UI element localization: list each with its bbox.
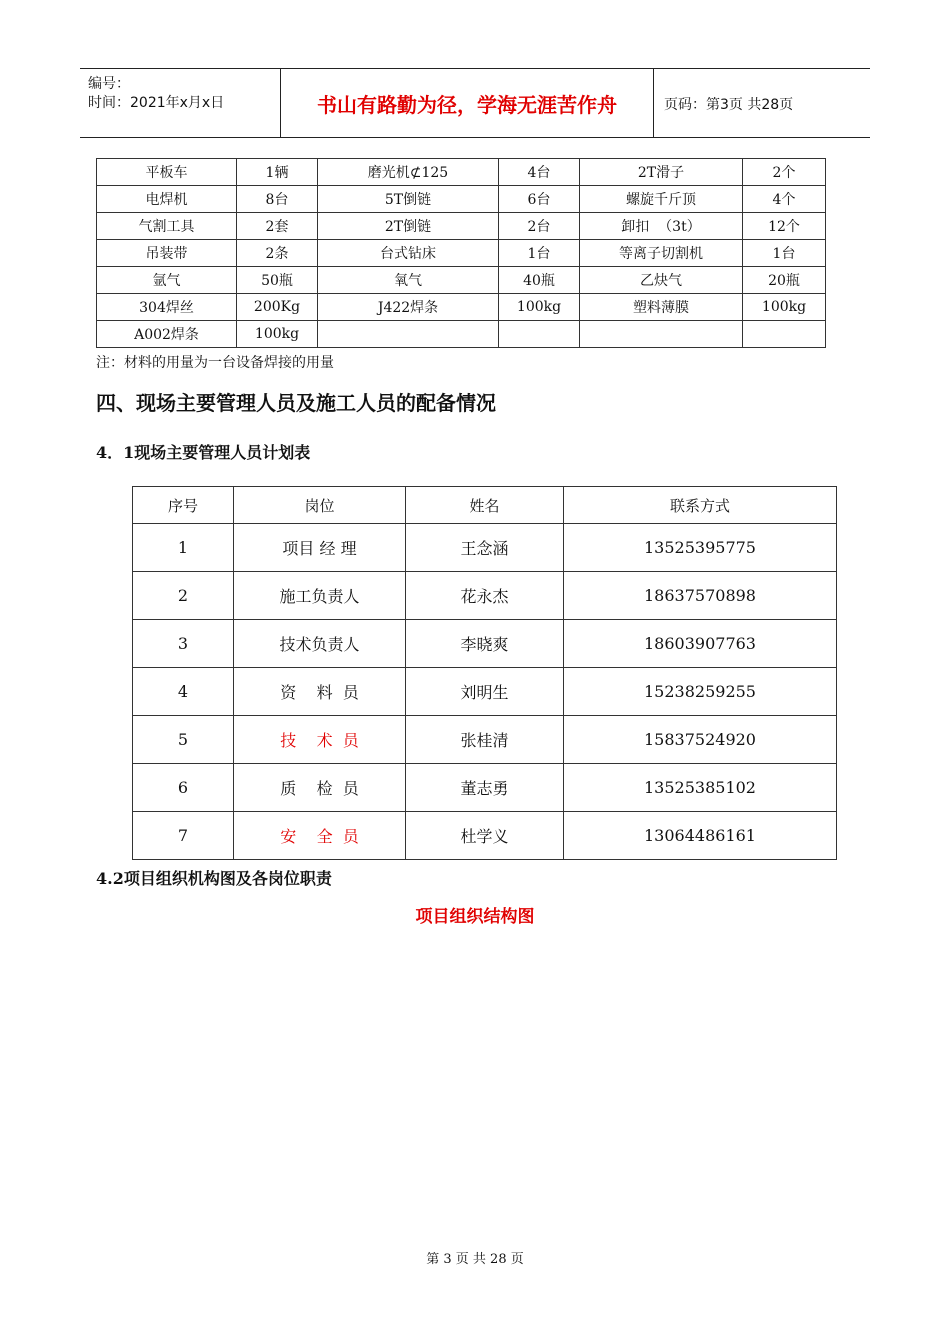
materials-note: 注：材料的用量为一台设备焊接的用量 xyxy=(96,355,334,371)
row-name: 李晓爽 xyxy=(406,620,564,668)
table-cell: 40瓶 xyxy=(499,267,580,294)
header-phone: 联系方式 xyxy=(564,487,837,524)
row-role: 安 全 员 xyxy=(234,812,406,860)
row-no: 6 xyxy=(133,764,234,812)
row-phone: 13064486161 xyxy=(564,812,837,860)
row-phone: 13525385102 xyxy=(564,764,837,812)
table-cell: 吊装带 xyxy=(97,240,237,267)
table-cell xyxy=(743,321,826,348)
staff-table xyxy=(132,486,837,860)
table-cell: 磨光机⊄125 xyxy=(318,159,499,186)
table-row xyxy=(133,716,837,764)
row-role: 技 术 员 xyxy=(234,716,406,764)
table-cell: 塑料薄膜 xyxy=(580,294,743,321)
row-name: 杜学义 xyxy=(406,812,564,860)
row-no: 3 xyxy=(133,620,234,668)
table-row xyxy=(133,668,837,716)
table-cell: 乙炔气 xyxy=(580,267,743,294)
table-row xyxy=(97,294,826,321)
header-meta xyxy=(80,69,281,137)
table-row xyxy=(97,240,826,267)
row-no: 5 xyxy=(133,716,234,764)
table-cell: 20瓶 xyxy=(743,267,826,294)
row-no: 4 xyxy=(133,668,234,716)
table-cell: 100kg xyxy=(237,321,318,348)
table-cell: 气割工具 xyxy=(97,213,237,240)
section-4-1-heading: 4．1现场主要管理人员计划表 xyxy=(96,443,311,462)
row-name: 董志勇 xyxy=(406,764,564,812)
table-cell: 1辆 xyxy=(237,159,318,186)
row-role: 质 检 员 xyxy=(234,764,406,812)
table-cell: 50瓶 xyxy=(237,267,318,294)
table-row xyxy=(97,267,826,294)
table-cell xyxy=(318,321,499,348)
table-cell: A002焊条 xyxy=(97,321,237,348)
table-row xyxy=(97,159,826,186)
table-cell: 304焊丝 xyxy=(97,294,237,321)
table-cell: 6台 xyxy=(499,186,580,213)
table-cell: 200Kg xyxy=(237,294,318,321)
org-chart-title: 项目组织结构图 xyxy=(415,907,535,927)
table-cell: 螺旋千斤顶 xyxy=(580,186,743,213)
table-cell: 台式钻床 xyxy=(318,240,499,267)
row-role: 施工负责人 xyxy=(234,572,406,620)
table-cell: 12个 xyxy=(743,213,826,240)
header-role: 岗位 xyxy=(234,487,406,524)
table-cell: 等离子切割机 xyxy=(580,240,743,267)
row-role: 技术负责人 xyxy=(234,620,406,668)
table-cell xyxy=(499,321,580,348)
row-phone: 13525395775 xyxy=(564,524,837,572)
table-cell: 4台 xyxy=(499,159,580,186)
table-cell: 2套 xyxy=(237,213,318,240)
table-cell: 卸扣 （3t） xyxy=(580,213,743,240)
table-row xyxy=(97,186,826,213)
header-motto: 书山有路勤为径，学海无涯苦作舟 xyxy=(281,69,654,137)
row-phone: 18603907763 xyxy=(564,620,837,668)
table-cell: 5T倒链 xyxy=(318,186,499,213)
table-row xyxy=(133,524,837,572)
header-no: 序号 xyxy=(133,487,234,524)
row-name: 张桂清 xyxy=(406,716,564,764)
table-cell: 2T滑子 xyxy=(580,159,743,186)
table-row xyxy=(97,213,826,240)
row-phone: 15238259255 xyxy=(564,668,837,716)
section-4-heading: 四、现场主要管理人员及施工人员的配备情况 xyxy=(96,391,496,415)
row-phone: 18637570898 xyxy=(564,572,837,620)
row-phone: 15837524920 xyxy=(564,716,837,764)
page-label: 页码：第3页 共28页 xyxy=(664,97,794,113)
table-cell: 100kg xyxy=(743,294,826,321)
page-header xyxy=(80,68,870,138)
page-footer: 第 3 页 共 28 页 xyxy=(426,1252,524,1267)
table-cell: 2T倒链 xyxy=(318,213,499,240)
table-row xyxy=(97,321,826,348)
number-label: 编号： xyxy=(88,76,130,92)
row-no: 1 xyxy=(133,524,234,572)
row-role: 资 料 员 xyxy=(234,668,406,716)
table-row xyxy=(133,620,837,668)
table-row xyxy=(133,572,837,620)
table-row xyxy=(133,812,837,860)
staff-table-header xyxy=(133,487,837,524)
time-label: 时间：2021年x月x日 xyxy=(88,95,225,111)
table-cell: 电焊机 xyxy=(97,186,237,213)
row-role: 项目 经 理 xyxy=(234,524,406,572)
row-name: 王念涵 xyxy=(406,524,564,572)
row-no: 7 xyxy=(133,812,234,860)
table-cell: 2台 xyxy=(499,213,580,240)
table-cell: 氩气 xyxy=(97,267,237,294)
table-cell: 2条 xyxy=(237,240,318,267)
table-cell: 平板车 xyxy=(97,159,237,186)
section-4-2-heading: 4.2项目组织机构图及各岗位职责 xyxy=(96,869,332,888)
table-cell: J422焊条 xyxy=(318,294,499,321)
row-name: 花永杰 xyxy=(406,572,564,620)
table-cell: 4个 xyxy=(743,186,826,213)
header-name: 姓名 xyxy=(406,487,564,524)
table-cell: 2个 xyxy=(743,159,826,186)
table-cell xyxy=(580,321,743,348)
table-cell: 1台 xyxy=(743,240,826,267)
materials-table xyxy=(96,158,826,348)
table-cell: 1台 xyxy=(499,240,580,267)
table-cell: 8台 xyxy=(237,186,318,213)
table-row xyxy=(133,764,837,812)
row-name: 刘明生 xyxy=(406,668,564,716)
table-cell: 氧气 xyxy=(318,267,499,294)
row-no: 2 xyxy=(133,572,234,620)
table-cell: 100kg xyxy=(499,294,580,321)
